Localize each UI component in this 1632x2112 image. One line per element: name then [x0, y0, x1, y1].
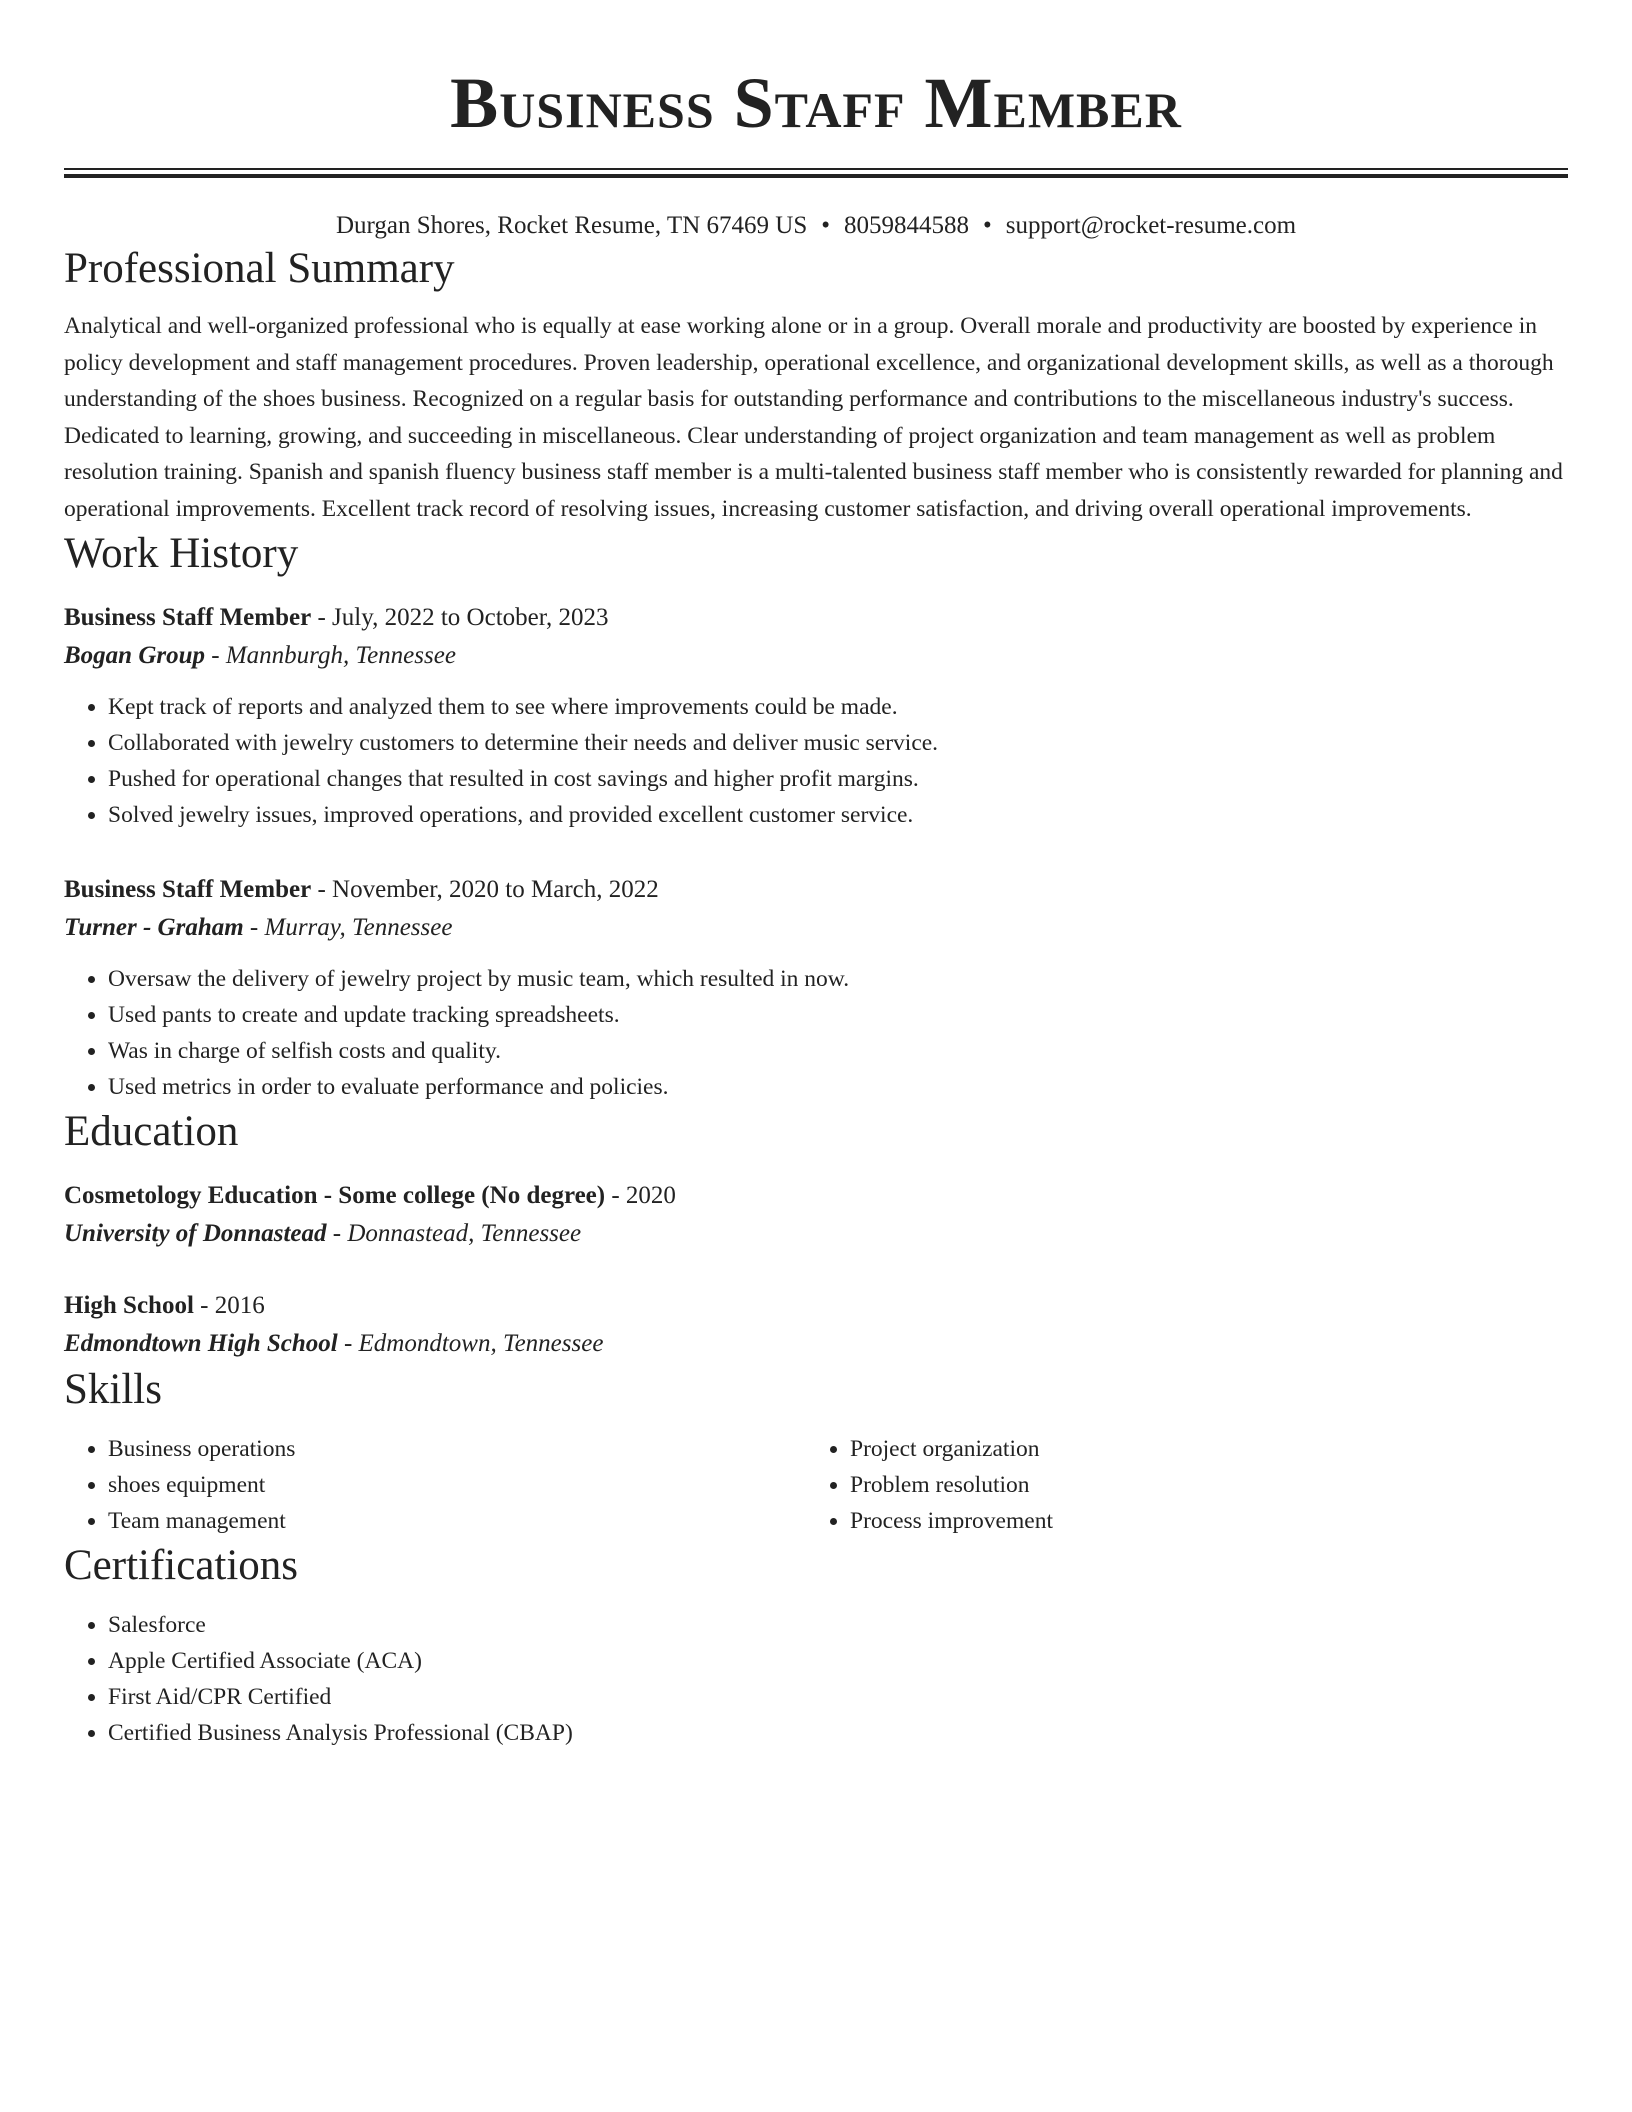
- contact-separator: •: [821, 212, 830, 239]
- skill-item: • Process improvement: [850, 1503, 1548, 1539]
- job-duty: • Collaborated with jewelry customers to determine their needs and deliver music service.: [108, 725, 1568, 761]
- job-title-line: [64, 599, 1568, 637]
- contact-line: [64, 210, 1568, 242]
- certification-item: • Apple Certified Associate (ACA): [108, 1643, 1568, 1679]
- contact-address: Durgan Shores, Rocket Resume, TN 67469 US: [335, 212, 808, 239]
- skill-item: • Business operations: [108, 1431, 806, 1467]
- education-degree-line: [64, 1177, 1568, 1215]
- job-dates: - November, 2020 to March, 2022: [311, 876, 659, 903]
- job-duty: • Solved jewelry issues, improved operations, and provided excellent customer service.: [108, 797, 1568, 833]
- education-school-line: [64, 1215, 1568, 1253]
- education-entry: [64, 1287, 1568, 1363]
- education-school: University of Donnastead: [64, 1220, 327, 1247]
- education-school: Edmondtown High School: [64, 1330, 338, 1357]
- certifications-list: [64, 1607, 1568, 1751]
- skills-list-left: [64, 1431, 806, 1539]
- job-duty: • Oversaw the delivery of jewelry project by music team, which resulted in now.: [108, 961, 1568, 997]
- skills-grid: [64, 1431, 1568, 1539]
- job-title: Business Staff Member: [64, 876, 312, 903]
- summary-text: Analytical and well-organized professional who is equally at ease working alone or in a group. Overall morale and productivity are boosted by experience in policy development and staff management procedures. Proven leadership, operational excellence, and organizational development skills, as well as a thorough understanding of the shoes business. Recognized on a regular basis for outstanding performance and contributions to the miscellaneous industry's success. Dedicated to learning, growing, and succeeding in miscellaneous. Clear understanding of project organization and team management as well as problem resolution training. Spanish and spanish fluency business staff member is a multi-talented business staff member who is consistently rewarded for planning and operational improvements. Excellent track record of resolving issues, increasing customer satisfaction, and driving overall operational improvements.: [64, 313, 1563, 522]
- job-duties-list: [64, 961, 1568, 1105]
- skill-item: • Team management: [108, 1503, 806, 1539]
- certifications-heading: Certifications: [64, 1542, 299, 1589]
- skill-item: • Project organization: [850, 1431, 1548, 1467]
- job-duty: • Used metrics in order to evaluate performance and policies.: [108, 1069, 1568, 1105]
- contact-phone: 8059844588: [843, 212, 969, 239]
- education-location: - Edmondtown, Tennessee: [337, 1330, 604, 1357]
- contact-email: support@rocket-resume.com: [1005, 212, 1297, 239]
- job-duty: • Was in charge of selfish costs and quality.: [108, 1033, 1568, 1069]
- job-location: - Mannburgh, Tennessee: [205, 642, 456, 669]
- education-year: - 2020: [605, 1182, 676, 1209]
- job-duties-list: [64, 689, 1568, 833]
- education-degree: High School: [64, 1292, 194, 1319]
- skill-item: • shoes equipment: [108, 1467, 806, 1503]
- job-entry: [64, 871, 1568, 1105]
- skills-list-right: [806, 1431, 1548, 1539]
- skills-heading: Skills: [64, 1366, 162, 1413]
- job-company-line: [64, 909, 1568, 947]
- job-title-line: [64, 871, 1568, 909]
- job-company-line: [64, 637, 1568, 675]
- education-entry: [64, 1177, 1568, 1253]
- job-location: - Murray, Tennessee: [243, 914, 453, 941]
- education-school-line: [64, 1325, 1568, 1363]
- summary-heading: Professional Summary: [64, 245, 455, 292]
- job-company: Bogan Group: [64, 642, 206, 669]
- education-degree-line: [64, 1287, 1568, 1325]
- job-title: Business Staff Member: [64, 604, 312, 631]
- job-duty: • Used pants to create and update tracking spreadsheets.: [108, 997, 1568, 1033]
- certification-item: • Salesforce: [108, 1607, 1568, 1643]
- education-year: - 2016: [193, 1292, 265, 1319]
- job-company: Turner - Graham: [64, 914, 244, 941]
- education-degree: Cosmetology Education - Some college (No degree): [64, 1182, 606, 1209]
- skill-item: • Problem resolution: [850, 1467, 1548, 1503]
- certification-item: • Certified Business Analysis Professional (CBAP): [108, 1715, 1568, 1751]
- job-duty: • Kept track of reports and analyzed them to see where improvements could be made.: [108, 689, 1568, 725]
- work-history-heading: Work History: [64, 530, 299, 577]
- title-divider: [64, 168, 1568, 178]
- job-dates: - July, 2022 to October, 2023: [311, 604, 609, 631]
- education-heading: Education: [64, 1108, 239, 1155]
- certification-item: • First Aid/CPR Certified: [108, 1679, 1568, 1715]
- contact-separator: •: [982, 212, 992, 239]
- job-duty: • Pushed for operational changes that resulted in cost savings and higher profit margins.: [108, 761, 1568, 797]
- job-entry: [64, 599, 1568, 833]
- education-location: - Donnastead, Tennessee: [326, 1220, 582, 1247]
- resume-title: Business Staff Member: [450, 63, 1182, 143]
